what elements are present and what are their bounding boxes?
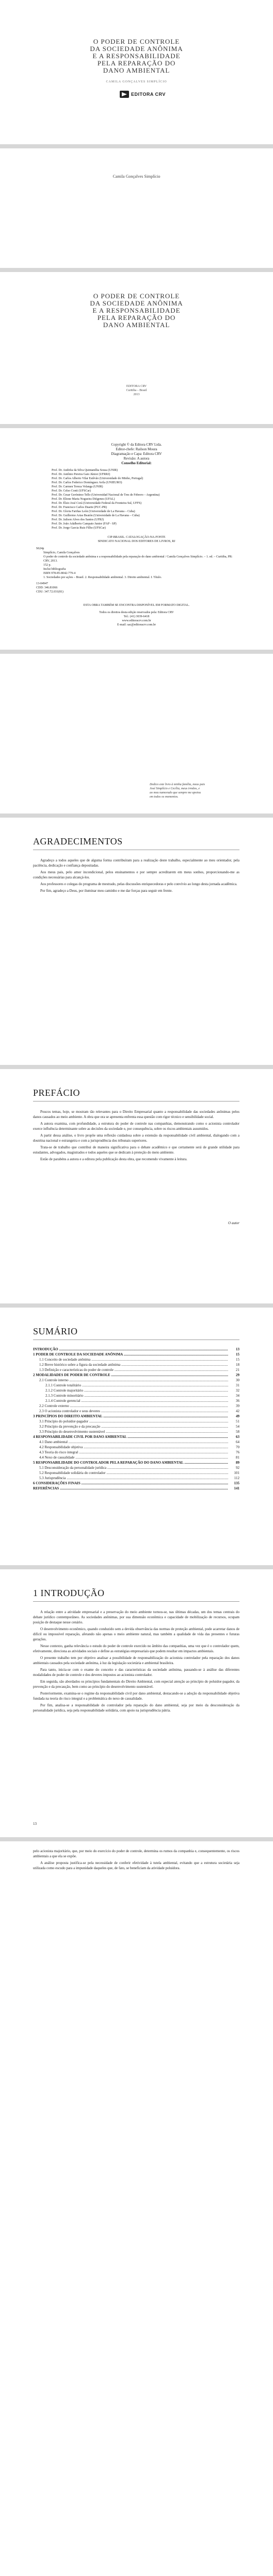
imprint-city: Curitiba – Brasil xyxy=(126,389,147,392)
board-member: Prof. Dr. Gloria Fariñas León (Universidade de La Havana – Cuba) xyxy=(52,510,135,513)
board-member: Prof. Dr. Celso Conti (UFSCar) xyxy=(52,489,91,493)
page-separator xyxy=(0,1565,273,1569)
paragraph: A relação entre a atividade empresarial e a preservação do meio ambiente tornou-se, nas últimas décadas, um dos temas centrais do debate jurídico contemporâneo. As sociedades anônimas, por sua dimensão econômica e capacidade de mobilização de recursos, ocupam posição de destaque nesse cenário. xyxy=(33,1610,239,1624)
paragraph: A partir dessa análise, o livro propõe uma reflexão cuidadosa sobre a extensão da responsabilidade civil ambiental, dialogando com a doutrina nacional e estrangeira e com a jurisprudência dos tribunais superiores. xyxy=(33,1133,239,1143)
paragraph: Aos meus pais, pelo amor incondicional, pelos ensinamentos e por sempre acreditarem em meus sonhos, proporcionando-me as condições necessárias para alcançá-los. xyxy=(33,870,239,879)
publisher-site: www.editoracrv.com.br xyxy=(122,619,151,622)
publisher-phone: Tel.: (41) 3039-6418 xyxy=(123,615,150,618)
page-separator xyxy=(0,144,273,148)
copyright-line: Revisão: A autora xyxy=(123,456,150,461)
board-member: Prof. Dr. Carlos Alberto Vilar Estêvão (Universidade do Minho, Portugal) xyxy=(52,477,143,480)
toc-label: 2 MODALIDADES DE PODER DE CONTROLE ..... xyxy=(33,1372,228,1378)
cip-codes xyxy=(36,582,237,594)
dedication-text xyxy=(150,783,253,799)
toc-row[interactable] xyxy=(33,1383,239,1388)
toc-label: 4.2 Responsabilidade objetiva ..... xyxy=(39,1445,228,1450)
cover-title-line: DANO AMBIENTAL xyxy=(103,66,170,74)
toc-page: 31 xyxy=(236,1383,239,1387)
cip-entry-line: Inclui bibliografia xyxy=(43,568,66,571)
toc-row[interactable] xyxy=(33,1445,239,1450)
toc-page: 89 xyxy=(236,1461,239,1465)
copyright-line: Diagramação e Capa: Editora CRV xyxy=(111,452,162,456)
toc-label: 5.3 Jurisprudência ..... xyxy=(39,1476,228,1481)
title-page-title xyxy=(21,293,252,329)
toc-row[interactable] xyxy=(33,1372,239,1378)
toc-page: 101 xyxy=(234,1471,239,1475)
toc-page: 36 xyxy=(236,1399,239,1403)
cip-code: CDU: 347.72.031(81) xyxy=(36,590,63,594)
toc-row[interactable] xyxy=(33,1486,239,1491)
page-separator xyxy=(0,424,273,428)
toc-label: 2.1.2 Controle majoritário ..... xyxy=(45,1388,228,1393)
cip-entry-line: 1. Sociedades por ações – Brasil. 2. Responsabilidade ambiental. 3. Direito ambiental. I. Título. xyxy=(43,576,162,579)
board-member: Prof. Dr. João Adalberto Campato Junior (FAP - SP) xyxy=(52,522,117,526)
toc-row[interactable] xyxy=(33,1414,239,1419)
toc-row[interactable] xyxy=(33,1388,239,1393)
toc-label: 2.2 Controle externo ..... xyxy=(39,1403,228,1409)
toc-label: 4.1 Dano ambiental ..... xyxy=(39,1439,228,1445)
toc-label: INTRODUÇÃO ..... xyxy=(33,1347,228,1352)
cover-title-line: PELA REPARAÇÃO DO xyxy=(97,59,176,67)
toc-page: 63 xyxy=(236,1435,239,1439)
deposit-notice: ESTA OBRA TAMBÉM SE ENCONTRA DISPONÍVEL EM FORMATO DIGITAL. xyxy=(83,604,190,607)
toc-page: 42 xyxy=(236,1409,239,1413)
cover-title xyxy=(21,38,252,74)
continued-page xyxy=(0,1841,273,2576)
board-member: Prof. Dr. Carlos Federico Domínguez Avila (UNIEURO) xyxy=(52,481,122,484)
cip-entry-line: Simplício, Camila Gonçalves xyxy=(43,551,80,554)
board-member: Prof. Dr. Elione Maria Nogueira Diógenes (UFAL) xyxy=(52,498,115,501)
toc-row[interactable] xyxy=(33,1465,239,1470)
cip-entry-line: O poder de controle da sociedade anônima e a responsabilidade pela reparação do dano ambiental / Camila Gonçalves Simplício. – 1. ed. – Curitiba, PR: CRV, 2013. xyxy=(43,555,233,563)
toc-label: 2.1 Controle interno ..... xyxy=(39,1378,228,1383)
toc-label: 3.2 Princípio da prevenção e da precaução ..... xyxy=(39,1424,228,1429)
toc-label: 1 PODER DE CONTROLE DA SOCIEDADE ANÔNIMA ..... xyxy=(33,1352,228,1357)
paragraph: A análise proposta justifica-se pela necessidade de conferir efetividade à tutela ambiental, evitando que a estrutura societária seja utilizada como escudo para a impunidade daqueles que, de fato, se beneficiam da atividade poluidora. xyxy=(33,1861,239,1870)
toc-page: 30 xyxy=(236,1378,239,1382)
toc-page: 141 xyxy=(234,1486,239,1490)
toc-label: 3 PRINCÍPIOS DO DIREITO AMBIENTAL ..... xyxy=(33,1414,228,1419)
title-line: DA SOCIEDADE ANÔNIMA xyxy=(90,299,183,307)
toc-page: 21 xyxy=(236,1368,239,1372)
copyright-block xyxy=(0,443,273,466)
copyright-line: Editor-chefe: Railson Moura xyxy=(116,447,157,451)
toc-label: 4.3 Teoria do risco integral ..... xyxy=(39,1450,228,1455)
paragraph: pelo acionista majoritário, que, por meio do exercício do poder de controle, determina os rumos da companhia e, consequentemente, os riscos ambientais a que ela se expõe. xyxy=(33,1849,239,1858)
preface-signature: O autor xyxy=(228,1221,239,1225)
board-member: Prof. Dr. Andréia da Silva Quintanilha Sousa (UNIR) xyxy=(52,469,118,472)
board-member: Prof. Dr. Guillermo Arias Beatón (Universidade de La Havana – Cuba) xyxy=(52,514,140,517)
toc-row[interactable] xyxy=(33,1362,239,1367)
introduction-body xyxy=(33,1609,239,1715)
toc-row[interactable] xyxy=(33,1460,239,1465)
acknowledgements-heading: AGRADECIMENTOS xyxy=(33,836,123,846)
paragraph: A autora examina, com profundidade, a estrutura do poder de controle nas companhias, demonstrando como o acionista controlador exerce influência determinante sobre as decisões da sociedade e, por consequência, sobre os riscos ambientais assumidos. xyxy=(33,1122,239,1131)
toc-row[interactable] xyxy=(33,1439,239,1445)
paragraph: Estão de parabéns a autora e a editora pela publicação desta obra, que recomendo vivamente à leitura. xyxy=(40,1157,187,1161)
title-line: E A RESPONSABILIDADE xyxy=(92,307,181,314)
preface-page xyxy=(0,1069,273,1303)
acknowledgements-body xyxy=(33,858,239,895)
publisher-logo-icon xyxy=(120,91,129,98)
dedication-line: Dedico este livro à minha família, meus pais xyxy=(150,783,205,786)
half-title-author: Camila Gonçalves Simplício xyxy=(113,174,160,179)
toc-page: 49 xyxy=(236,1414,239,1418)
toc-row[interactable] xyxy=(33,1352,239,1357)
toc-row[interactable] xyxy=(33,1357,239,1362)
toc-page: 39 xyxy=(236,1404,239,1408)
toc-page: 34 xyxy=(236,1394,239,1398)
cover-title-line: E A RESPONSABILIDADE xyxy=(92,52,181,60)
toc-page: 54 xyxy=(236,1425,239,1429)
toc-row[interactable] xyxy=(33,1367,239,1372)
heading-rule xyxy=(33,1601,239,1602)
page-separator xyxy=(0,1837,273,1841)
dedication-page xyxy=(0,654,273,814)
toc-row[interactable] xyxy=(33,1398,239,1403)
board-member: Prof. Dr. Antônio Pereira Gaio Júnior (UFRRJ) xyxy=(52,473,110,476)
dedication-line: ao meu namorado que sempre me apoiou xyxy=(150,791,201,794)
toc-row[interactable] xyxy=(33,1429,239,1434)
board-member: Prof. Dr. Carmen Tereza Velanga (UNIR) xyxy=(52,485,103,488)
imprint-publisher: EDITORA CRV xyxy=(126,385,147,388)
preface-heading: PREFÁCIO xyxy=(33,1088,81,1098)
toc-label: 4 RESPONSABILIDADE CIVIL POR DANO AMBIENTAL ..... xyxy=(33,1434,228,1439)
rights-block xyxy=(0,603,273,627)
toc-row[interactable] xyxy=(33,1434,239,1439)
publisher-logo-text: EDITORA CRV xyxy=(131,92,166,97)
copyright-line: Copyright © da Editora CRV Ltda. xyxy=(111,443,162,447)
table-of-contents xyxy=(33,1347,239,1491)
page-number: 13 xyxy=(33,1822,37,1826)
toc-label: 4.4 Nexo de causalidade ..... xyxy=(39,1455,228,1460)
toc-label: 6 CONSIDERAÇÕES FINAIS ..... xyxy=(33,1481,228,1486)
toc-row[interactable] xyxy=(33,1419,239,1424)
toc-row[interactable] xyxy=(33,1378,239,1383)
toc-page: 58 xyxy=(236,1430,239,1434)
cip-subheading: SINDICATO NACIONAL DOS EDITORES DE LIVROS, RJ xyxy=(98,540,175,543)
dedication-line: José Simplício e Cecília, meus irmãos, e xyxy=(150,787,200,790)
title-page xyxy=(0,272,273,424)
toc-page: 15 xyxy=(236,1358,239,1362)
page-separator xyxy=(0,268,273,272)
toc-label: 2.1.1 Controle totalitário ..... xyxy=(45,1383,228,1388)
toc-page: 18 xyxy=(236,1363,239,1367)
introduction-heading: 1 INTRODUÇÃO xyxy=(33,1588,105,1598)
toc-page: 64 xyxy=(236,1440,239,1444)
board-member: Prof. Dr. Francisco Carlos Duarte (PUC-PR) xyxy=(52,506,107,509)
paragraph: Aos professores e colegas do programa de mestrado, pelas discussões enriquecedoras e pelo convívio ao longo desta jornada acadêmica. xyxy=(40,882,237,886)
toc-row[interactable] xyxy=(33,1403,239,1409)
toc-row[interactable] xyxy=(33,1409,239,1414)
toc-page: 13 xyxy=(236,1347,239,1351)
toc-label: 3.3 Princípio do desenvolvimento sustentável ..... xyxy=(39,1429,228,1434)
toc-label: REFERÊNCIAS ..... xyxy=(33,1486,228,1491)
cip-entry-line: 152 p. xyxy=(43,564,51,567)
toc-page: 92 xyxy=(236,1466,239,1470)
cover-author: CAMILA GONÇALVES SIMPLÍCIO xyxy=(106,80,167,83)
toc-page: 29 xyxy=(236,1373,239,1377)
page-separator xyxy=(0,650,273,654)
copyright-page xyxy=(0,428,273,650)
toc-label: 1.3 Definição e características do poder de controle ..... xyxy=(39,1367,228,1372)
toc-row[interactable] xyxy=(33,1470,239,1476)
page-separator xyxy=(0,1065,273,1069)
cip-entry-line: ISBN 978-85-8042-779-4 xyxy=(43,572,76,575)
editorial-board xyxy=(52,468,222,530)
cip-code: 13-04947 xyxy=(36,582,48,585)
toc-label: 1.2 Breve histórico sobre a figura da sociedade anônima ..... xyxy=(39,1362,228,1367)
toc-row[interactable] xyxy=(33,1476,239,1481)
cip-heading: CIP-BRASIL. CATALOGAÇÃO-NA-FONTE xyxy=(107,536,166,539)
paragraph: O desenvolvimento econômico, quando conduzido sem a devida observância das normas de proteção ambiental, pode acarretar danos de difícil ou impossível reparação, afetando não apenas o meio ambiente natural, mas também a qualidade de vida das presentes e futuras gerações. xyxy=(33,1627,239,1641)
board-member: Prof. Dr. Cesar Gerónimo Tello (Universidad Nacional de Tres de Febrero – Argentina) xyxy=(52,494,160,497)
toc-row[interactable] xyxy=(33,1455,239,1460)
paragraph: O presente trabalho tem por objetivo analisar a possibilidade de responsabilização do acionista controlador pela reparação dos danos ambientais causados pela sociedade anônima, à luz da legislação societária e ambiental brasileira. xyxy=(33,1656,239,1665)
toc-label: 3.1 Princípio do poluidor-pagador ..... xyxy=(39,1419,228,1424)
board-member: Prof. Dr. Jailson Alves dos Santos (UFRJ) xyxy=(52,518,104,521)
toc-row[interactable] xyxy=(33,1393,239,1398)
copyright-line: Conselho Editorial: xyxy=(121,461,152,465)
toc-label: 1.1 Conceito de sociedade anônima ..... xyxy=(39,1357,228,1362)
title-line: PELA REPARAÇÃO DO xyxy=(97,314,176,321)
imprint xyxy=(0,384,273,397)
publisher-email: E-mail: sac@editoracrv.com.br xyxy=(117,623,156,626)
cip-entry xyxy=(36,547,237,580)
toc-label: 5 RESPONSABILIDADE DO CONTROLADOR PELA REPARAÇÃO DO DANO AMBIENTAL ..... xyxy=(33,1460,228,1465)
page-separator xyxy=(0,814,273,818)
toc-row[interactable] xyxy=(33,1347,239,1352)
summary-heading: SUMÁRIO xyxy=(33,1326,78,1336)
continued-body xyxy=(33,1849,239,1872)
paragraph: Trata-se de trabalho que contribui de maneira significativa para o debate acadêmico e que certamente será de grande utilidade para estudantes, advogados, magistrados e todos aqueles que se dedicam à proteção do meio ambiente. xyxy=(33,1145,239,1155)
toc-page: 76 xyxy=(236,1450,239,1454)
cover-page xyxy=(0,0,273,144)
cover-title-line: O PODER DE CONTROLE xyxy=(93,38,180,45)
cip-entry-line: S624p xyxy=(36,547,44,550)
publisher-logo xyxy=(120,91,166,98)
preface-body xyxy=(33,1109,239,1163)
toc-page: 70 xyxy=(236,1445,239,1449)
paragraph: Nesse contexto, ganha relevância o estudo do poder de controle exercido no âmbito das companhias, uma vez que é o controlador quem, efetivamente, direciona as atividades sociais e define as estratégias empresariais que podem resultar em impactos ambientais. xyxy=(33,1644,239,1653)
toc-page: 112 xyxy=(234,1476,239,1480)
rights-notice: Todos os direitos desta edição reservados pela: Editora CRV xyxy=(99,611,174,614)
toc-page: 32 xyxy=(236,1388,239,1393)
toc-row[interactable] xyxy=(33,1424,239,1429)
toc-label: 2.1.4 Controle gerencial ..... xyxy=(45,1398,228,1403)
paragraph: Por fim, agradeço a Deus, por iluminar meu caminho e me dar forças para seguir em frente. xyxy=(40,889,173,893)
cover-title-line: DA SOCIEDADE ANÔNIMA xyxy=(90,45,183,53)
summary-page xyxy=(0,1308,273,1565)
paragraph: Poucos temas, hoje, se mostram tão relevantes para o Direito Empresarial quanto a responsabilidade das sociedades anônimas pelos danos causados ao meio ambiente. A obra que ora se apresenta enfrenta essa questão com rigor técnico e sensibilidade social. xyxy=(33,1110,239,1119)
toc-label: 2.1.3 Controle minoritário ..... xyxy=(45,1393,228,1398)
paragraph: Por fim, analisa-se a responsabilidade do controlador pela reparação do dano ambiental, seja por meio da desconsideração da personalidade jurídica, seja pela responsabilidade solidária, com apoio na jurisprudência pátria. xyxy=(33,1703,239,1713)
board-member: Prof. Dr. Jorge Garcia Ruiz Filho (UFSCar) xyxy=(52,527,106,530)
title-line: DANO AMBIENTAL xyxy=(103,321,170,329)
toc-page: 135 xyxy=(234,1481,239,1485)
toc-row[interactable] xyxy=(33,1450,239,1455)
toc-page: 81 xyxy=(236,1455,239,1460)
half-title-page xyxy=(0,148,273,268)
acknowledgements-page xyxy=(0,818,273,1065)
board-member: Prof. Dr. Élsio José Corá (Universidade Federal da Fronteira Sul, UFFS) xyxy=(52,502,142,505)
toc-page: 51 xyxy=(236,1419,239,1423)
title-line: O PODER DE CONTROLE xyxy=(93,292,180,300)
paragraph: Posteriormente, examina-se o regime da responsabilidade civil por dano ambiental, destacando-se a adoção da responsabilidade objetiva fundada na teoria do risco integral e a problemática do nexo de causalidade. xyxy=(33,1691,239,1701)
page-separator xyxy=(0,1303,273,1308)
toc-label: 2.3 O acionista controlador e seus deveres ..... xyxy=(39,1409,228,1414)
paragraph: Para tanto, inicia-se com o exame do conceito e das características da sociedade anônima, passando-se à análise das diferentes modalidades de poder de controle e dos deveres impostos ao acionista controlador. xyxy=(33,1668,239,1677)
paragraph: Em seguida, são abordados os princípios fundamentais do Direito Ambiental, com especial atenção ao princípio do poluidor-pagador, da prevenção e da precaução, bem como ao princípio do desenvolvimento sustentável. xyxy=(33,1680,239,1689)
toc-row[interactable] xyxy=(33,1481,239,1486)
cip-code: CDD: 346.81066 xyxy=(36,586,58,589)
dedication-line: em todos os momentos. xyxy=(150,795,179,799)
cip-block xyxy=(36,535,237,594)
toc-page: 15 xyxy=(236,1352,239,1357)
toc-label: 5.1 Desconsideração da personalidade jurídica ..... xyxy=(39,1465,228,1470)
introduction-page xyxy=(0,1569,273,1837)
imprint-year: 2013 xyxy=(133,393,140,396)
toc-label: 5.2 Responsabilidade solidária do controlador ..... xyxy=(39,1470,228,1476)
paragraph: Agradeço a todos aqueles que de alguma forma contribuíram para a realização deste trabalho, especialmente ao meu orientador, pela paciência, dedicação e confiança depositadas. xyxy=(33,858,239,868)
